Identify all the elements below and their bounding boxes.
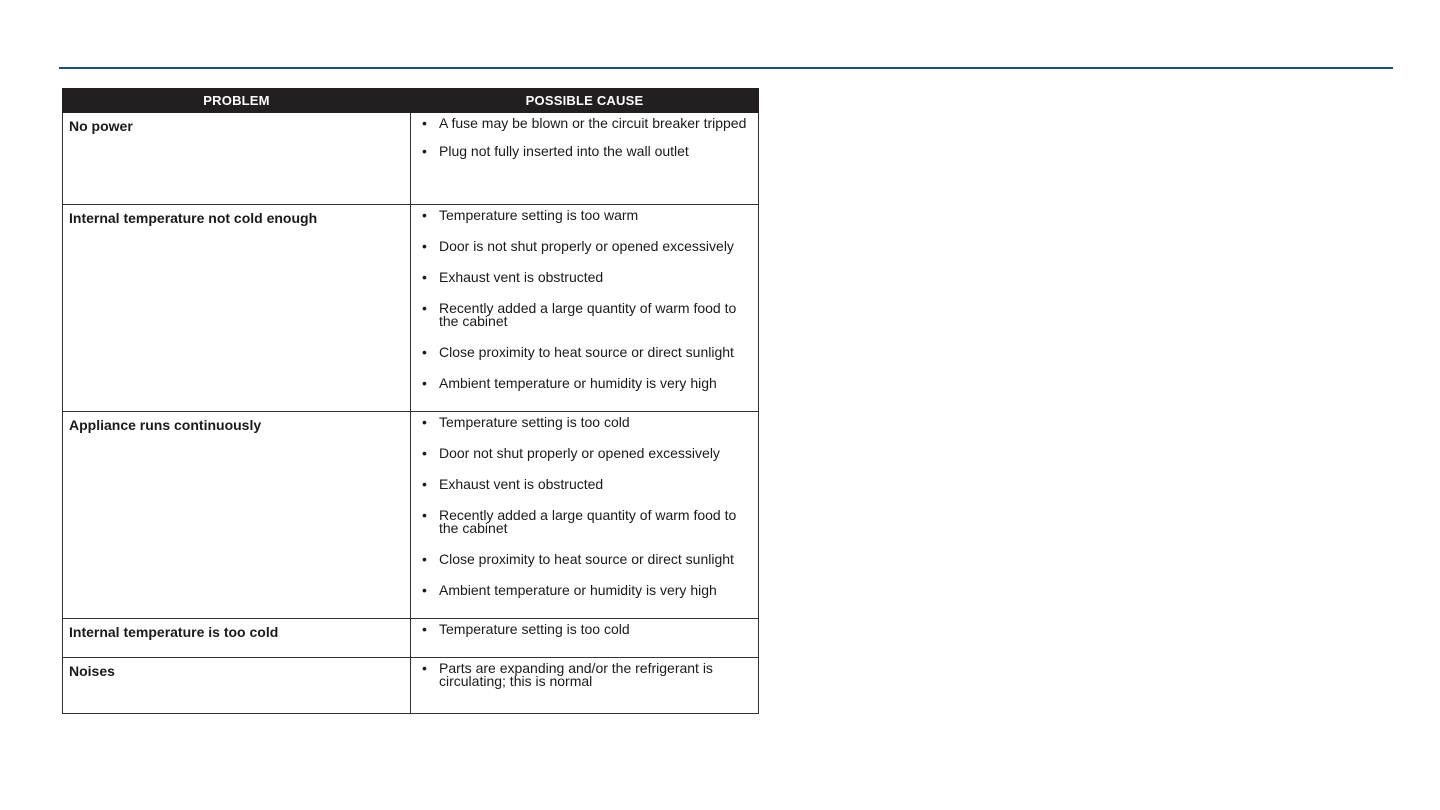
table-row [63,658,759,714]
cause-cell [411,412,759,619]
bullet-icon: • [422,207,427,223]
cause-text: Ambient temperature or humidity is very high [439,375,717,391]
cause-list [417,416,752,597]
problem-cell: Noises [63,658,411,714]
bullet-icon: • [422,621,427,637]
cause-text: A fuse may be blown or the circuit breaker tripped [439,115,747,131]
bullet-icon: • [422,507,427,523]
cause-item [417,145,752,158]
cause-text: Temperature setting is too cold [439,414,630,430]
problem-column-header: PROBLEM [63,89,411,113]
bullet-icon: • [422,476,427,492]
cause-text: Door not shut properly or opened excessively [439,445,720,461]
bullet-icon: • [422,269,427,285]
cause-text: Parts are expanding and/or the refrigerant is circulating; this is normal [439,660,713,689]
cause-list [417,117,752,158]
cause-list [417,662,752,688]
bullet-icon: • [422,660,427,676]
cause-text: Temperature setting is too cold [439,621,630,637]
problem-cell: Appliance runs continuously [63,412,411,619]
cause-cell [411,113,759,205]
problem-cell: No power [63,113,411,205]
cause-item [417,346,752,359]
cause-cell [411,205,759,412]
cause-text: Recently added a large quantity of warm food to the cabinet [439,507,737,536]
cause-item [417,447,752,460]
cause-item [417,416,752,429]
bullet-icon: • [422,143,427,159]
bullet-icon: • [422,375,427,391]
cause-list [417,209,752,390]
problem-cell: Internal temperature is too cold [63,619,411,658]
cause-cell [411,619,759,658]
bullet-icon: • [422,344,427,360]
bullet-icon: • [422,582,427,598]
bullet-icon: • [422,445,427,461]
cause-item [417,662,752,688]
table-row [63,205,759,412]
cause-item [417,117,752,130]
cause-text: Close proximity to heat source or direct sunlight [439,344,734,360]
troubleshooting-table-container [62,88,758,714]
cause-list [417,623,752,636]
cause-item [417,584,752,597]
cause-column-header: POSSIBLE CAUSE [411,89,759,113]
bullet-icon: • [422,300,427,316]
problem-cell: Internal temperature not cold enough [63,205,411,412]
cause-item [417,209,752,222]
cause-item [417,302,752,328]
cause-item [417,623,752,636]
cause-item [417,553,752,566]
bullet-icon: • [422,414,427,430]
cause-item [417,271,752,284]
cause-text: Ambient temperature or humidity is very high [439,582,717,598]
cause-item [417,509,752,535]
cause-text: Recently added a large quantity of warm food to the cabinet [439,300,737,329]
cause-item [417,240,752,253]
cause-cell [411,658,759,714]
bullet-icon: • [422,238,427,254]
table-row [63,113,759,205]
bullet-icon: • [422,115,427,131]
bullet-icon: • [422,551,427,567]
cause-text: Plug not fully inserted into the wall outlet [439,143,689,159]
cause-item [417,377,752,390]
table-row [63,619,759,658]
table-header-row [63,89,759,113]
table-row [63,412,759,619]
header-rule [59,67,1393,69]
cause-text: Door is not shut properly or opened excessively [439,238,734,254]
cause-text: Exhaust vent is obstructed [439,476,604,492]
troubleshooting-table [62,88,759,714]
cause-text: Temperature setting is too warm [439,207,639,223]
cause-text: Exhaust vent is obstructed [439,269,604,285]
cause-text: Close proximity to heat source or direct sunlight [439,551,734,567]
cause-item [417,478,752,491]
